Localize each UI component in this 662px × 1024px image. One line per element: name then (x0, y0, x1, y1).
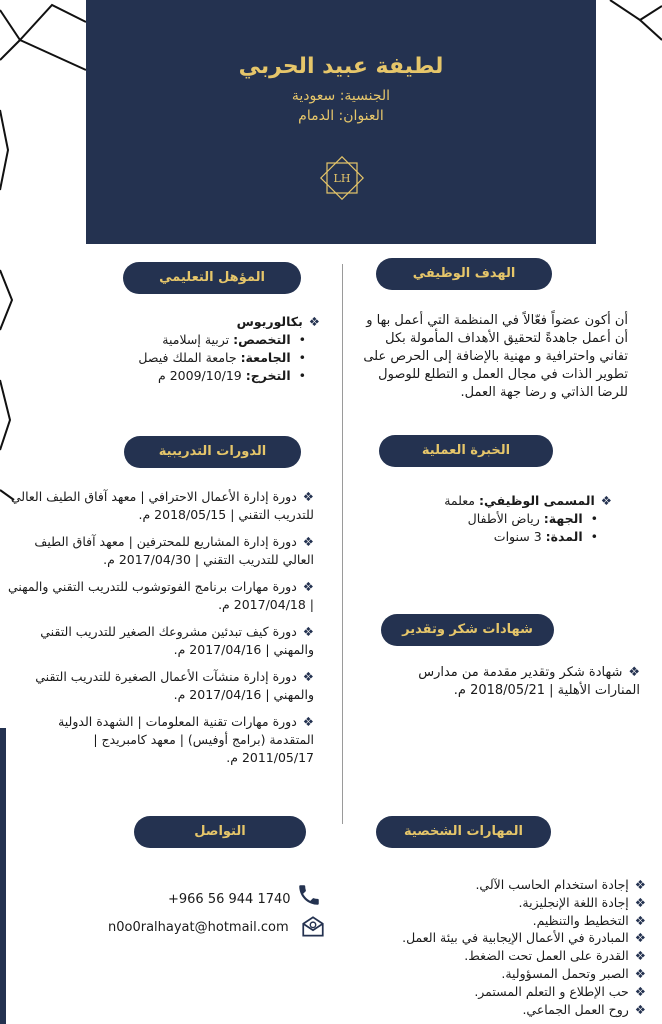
diamond-bullet-icon: ❖ (634, 1001, 646, 1017)
nationality: الجنسية: سعودية (291, 88, 391, 104)
course-item: ❖دورة مهارات برنامج الفوتوشوب للتدريب التقني والمهني | 2017/04/18 م. (7, 579, 314, 612)
edu-value-2: 2009/10/19 م (158, 368, 242, 383)
diamond-bullet-icon: ❖ (600, 493, 612, 508)
phone-icon (296, 882, 322, 908)
edu-value-1: جامعة الملك فيصل (138, 350, 237, 365)
bullet-dot: • (298, 332, 306, 347)
course-item: ❖دورة إدارة المشاريع للمحترفين | معهد آفاق الطيف العالي للتدريب التقني | 2017/04/30 م. (34, 534, 314, 567)
skill-item: ❖المبادرة في الأعمال الإيجابية في بيئة العمل. (402, 930, 646, 946)
edu-label-2: التخرج: (245, 368, 291, 383)
exp-value-0: رياض الأطفال (467, 511, 540, 526)
header-banner (86, 0, 596, 244)
monogram-logo (320, 156, 364, 200)
edu-label-0: التخصص: (233, 332, 291, 347)
certificate-text: شهادة شكر وتقدير مقدمة من مدارس المنارات الأهلية | 2018/05/21 م. (418, 665, 640, 698)
envelope-icon (300, 914, 326, 940)
courses-heading: الدورات التدريبية (124, 436, 301, 468)
diamond-bullet-icon: ❖ (634, 930, 646, 946)
diamond-bullet-icon: ❖ (634, 965, 646, 981)
diamond-bullet-icon: ❖ (302, 714, 314, 729)
diamond-bullet-icon: ❖ (302, 624, 314, 639)
certificate-item (380, 664, 640, 700)
skill-item: ❖الصبر وتحمل المسؤولية. (501, 965, 646, 981)
skill-item: ❖إجادة اللغة الإنجليزية. (518, 894, 646, 910)
address: العنوان: الدمام (298, 108, 384, 124)
experience-heading: الخبرة العملية (379, 435, 553, 467)
email-address[interactable]: n0o0ralhayat@hotmail.com (108, 920, 289, 935)
diamond-bullet-icon: ❖ (302, 489, 314, 504)
diamond-bullet-icon: ❖ (634, 948, 646, 964)
bullet-dot: • (590, 511, 598, 526)
bullet-dot: • (590, 529, 598, 544)
diamond-bullet-icon: ❖ (634, 912, 646, 928)
skill-item: ❖روح العمل الجماعي. (522, 1001, 646, 1017)
job-title-value: معلمة (444, 493, 475, 508)
course-item: ❖دورة مهارات تقنية المعلومات | الشهدة الدولية المتقدمة (برامج أوفيس) | معهد كامبريدج | 2011/05/17 م. (58, 714, 314, 765)
job-title-label: المسمى الوظيفي: (478, 493, 595, 508)
diamond-bullet-icon: ❖ (634, 877, 646, 892)
objective-heading: الهدف الوظيفي (376, 258, 552, 290)
edu-label-1: الجامعة: (240, 350, 291, 365)
skills-heading: المهارات الشخصية (376, 816, 551, 848)
experience-block (420, 492, 612, 546)
exp-label-1: المدة: (545, 529, 583, 544)
diamond-bullet-icon: ❖ (302, 534, 314, 549)
person-name: لطيفة عبيد الحربي (238, 54, 444, 79)
education-heading: المؤهل التعليمي (123, 262, 301, 294)
column-divider (342, 264, 343, 824)
edu-value-0: تربية إسلامية (162, 332, 230, 347)
contact-heading: التواصل (134, 816, 306, 848)
bullet-dot: • (298, 350, 306, 365)
diamond-bullet-icon: ❖ (628, 665, 640, 680)
diamond-bullet-icon: ❖ (634, 894, 646, 910)
course-item: ❖دورة إدارة منشآت الأعمال الصغيرة للتدريب التقني والمهني | 2017/04/16 م. (35, 669, 314, 702)
skill-item: ❖التخطيط والتنظيم. (532, 912, 646, 928)
skill-item: ❖القدرة على العمل تحت الضغط. (464, 948, 646, 964)
courses-block (0, 488, 314, 767)
skill-item: ❖حب الإطلاع و التعلم المستمر. (474, 983, 646, 999)
skill-item: ❖إجادة استخدام الحاسب الآلي. (475, 877, 646, 892)
course-item: ❖دورة كيف تبدئين مشروعك الصغير للتدريب التقني والمهني | 2017/04/16 م. (40, 624, 314, 657)
course-item: ❖دورة إدارة الأعمال الاحترافي | معهد آفاق الطيف العالي للتدريب التقني | 2018/05/15 م. (10, 489, 314, 522)
diamond-bullet-icon: ❖ (308, 314, 320, 329)
exp-label-0: الجهة: (543, 511, 583, 526)
exp-value-1: 3 سنوات (493, 529, 542, 544)
skills-block (340, 876, 646, 1018)
certificates-heading: شهادات شكر وتقدير (381, 614, 554, 646)
education-block (130, 313, 320, 385)
diamond-bullet-icon: ❖ (302, 669, 314, 684)
diamond-bullet-icon: ❖ (634, 983, 646, 999)
diamond-bullet-icon: ❖ (302, 579, 314, 594)
bullet-dot: • (298, 368, 306, 383)
objective-text: أن أكون عضواً فعّالاً في المنظمة التي أعمل بها و أن أعمل جاهدةً لتحقيق الأهداف المأمولة بكل تفاني واحترافية و مهنية بالإضافة إلى الحرص على تطوير الذات في مجال العمل و التطلع للوصول للرضا الذاتي و رضا جهة العمل. (363, 313, 628, 400)
monogram-text: LH (333, 172, 351, 185)
phone-number[interactable]: +966 56 944 1740 (168, 892, 291, 907)
degree: بكالوريوس (236, 314, 303, 329)
